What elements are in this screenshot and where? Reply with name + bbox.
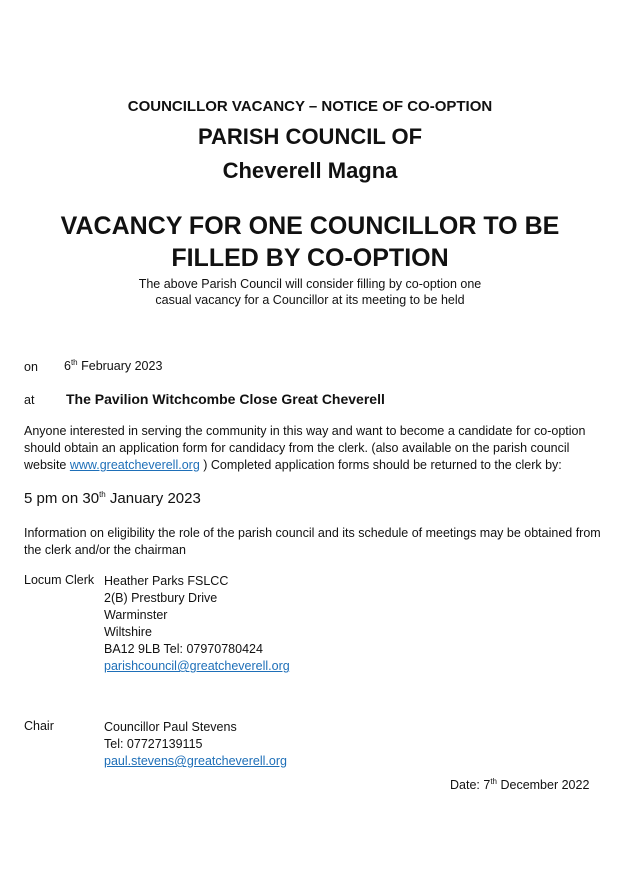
clerk-address-line3: Wiltshire <box>104 625 152 639</box>
notice-date-rest: December 2022 <box>500 778 590 793</box>
notice-date-suffix: th <box>490 777 497 786</box>
chair-tel: Tel: 07727139115 <box>104 737 203 751</box>
deadline <box>24 490 201 507</box>
meeting-at-label: at <box>24 393 35 407</box>
clerk-label: Locum Clerk <box>24 573 95 587</box>
clerk-address-block <box>104 573 290 675</box>
chair-contact-block <box>104 719 287 770</box>
website-link[interactable]: www.greatcheverell.org <box>69 458 200 472</box>
council-name-line1: PARISH COUNCIL OF <box>197 124 423 149</box>
deadline-suffix: th <box>99 490 106 499</box>
clerk-name: Heather Parks FSLCC <box>104 574 229 588</box>
candidacy-text: Anyone interested in serving the community in this way and want to become a candidate for co-option should obtain an application form for candidacy from the clerk. (also available on the parish council website <box>24 424 586 472</box>
council-name-line2: Cheverell Magna <box>222 158 398 183</box>
chair-email-link[interactable]: paul.stevens@greatcheverell.org <box>104 754 287 768</box>
vacancy-title <box>30 210 590 274</box>
clerk-address-line2: Warminster <box>104 608 168 622</box>
clerk-email-link[interactable]: parishcouncil@greatcheverell.org <box>104 659 290 673</box>
intro-paragraph: The above Parish Council will consider filling by co-option one casual vacancy for a Councillor at its meeting to be held <box>138 277 482 307</box>
clerk-postcode-tel: BA12 9LB Tel: 07970780424 <box>104 642 263 656</box>
candidacy-text-after: ) Completed application forms should be returned to the clerk by: <box>199 458 562 472</box>
chair-label: Chair <box>24 719 54 733</box>
clerk-address-line1: 2(B) Prestbury Drive <box>104 591 218 605</box>
notice-heading: COUNCILLOR VACANCY – NOTICE OF CO-OPTION <box>127 98 493 115</box>
eligibility-paragraph: Information on eligibility the role of the parish council and its schedule of meetings may be obtained from the clerk and/or the chairman <box>24 526 601 557</box>
candidacy-paragraph <box>24 423 604 474</box>
deadline-time: 5 pm on <box>24 490 79 507</box>
intro-text <box>120 276 500 308</box>
meeting-on-label: on <box>24 360 38 374</box>
notice-date-label: Date: 7 <box>450 778 491 793</box>
deadline-rest: January 2023 <box>109 490 201 507</box>
chair-name: Councillor Paul Stevens <box>104 720 237 734</box>
meeting-venue: The Pavilion Witchcombe Close Great Cheverell <box>66 391 385 407</box>
meeting-date <box>64 358 162 373</box>
vacancy-title-text: VACANCY FOR ONE COUNCILLOR TO BE FILLED BY CO-OPTION <box>60 212 560 272</box>
meeting-date-suffix: th <box>70 358 78 367</box>
notice-date <box>450 777 589 792</box>
meeting-date-rest: February 2023 <box>81 359 163 374</box>
meeting-date-day: 6 <box>64 359 71 374</box>
deadline-day: 30 <box>82 490 100 507</box>
